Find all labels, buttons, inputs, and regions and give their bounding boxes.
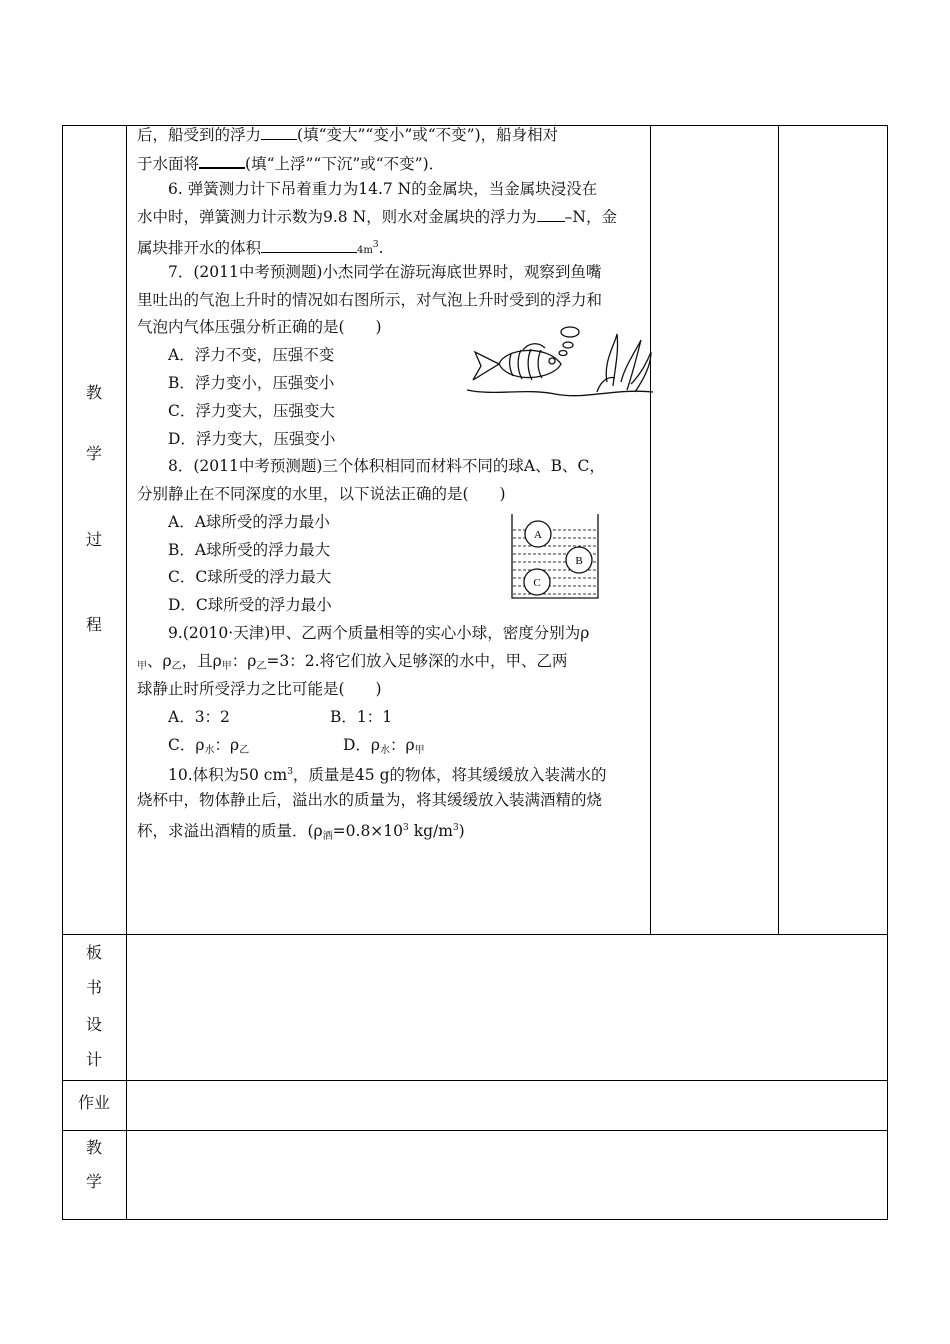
q9-line-2: $_甲$、$\rho_乙$，且$\rho_甲$：$\rho_乙=3$：2.将它们放入足够深的水中，甲、乙两 — [137, 652, 568, 672]
q10-line-2: 烧杯中，物体静止后，溢出水的质量为，将其缓缓放入装满酒精的烧 — [137, 791, 603, 809]
ball-b-label: B — [575, 555, 583, 567]
fish-bubbles-illustration — [465, 322, 655, 410]
ball-c-label: C — [533, 577, 541, 589]
row-divider-3 — [62, 1130, 888, 1131]
q5-blank-1 — [261, 121, 297, 140]
label-process-1: 教 — [85, 383, 102, 402]
q5-line-2: 于水面将 (填“上浮”“下沉”或“不变”)． — [137, 149, 444, 178]
ball-a-label: A — [534, 529, 542, 541]
column-divider-3 — [650, 125, 651, 935]
q7-line-3: 气泡内气体压强分析正确的是( ) — [137, 318, 382, 336]
q8-line-2: 分别静止在不同深度的水里，以下说法正确的是( ) — [137, 485, 506, 503]
q9-line-1: 9.(2010·天津)甲、乙两个质量相等的实心小球，密度分别为ρ — [168, 624, 590, 642]
table-right-border — [887, 125, 888, 1220]
label-process-2: 学 — [85, 444, 102, 463]
column-divider-4 — [778, 125, 779, 935]
row-divider-2 — [62, 1080, 888, 1081]
label-board-3: 设 — [85, 1015, 102, 1034]
q8-line-1: 8．(2011中考预测题)三个体积相同而材料不同的球A、B、C， — [168, 457, 605, 475]
q6-blank-2 — [261, 234, 357, 253]
q5-line-1: 后，船受到的浮力 (填“变大”“变小”或“不变”)，船身相对 — [137, 121, 558, 149]
q7-option-d: D．浮力变大，压强变小 — [168, 430, 336, 448]
label-reflection-1: 教 — [85, 1138, 102, 1157]
label-process-4: 程 — [85, 615, 102, 634]
q10-line-1: 10.体积为50 $cm^3$，质量是45 g的物体，将其缓缓放入装满水的 — [168, 766, 607, 784]
q9-option-a: A．3：2 — [168, 708, 230, 726]
label-board-1: 板 — [85, 943, 102, 962]
label-column-divider — [126, 125, 127, 1220]
label-board-2: 书 — [85, 978, 102, 997]
beaker-balls-diagram — [508, 512, 604, 602]
label-board-4: 计 — [85, 1050, 102, 1069]
q6-line-1: 6. 弹簧测力计下吊着重力为14.7 N的金属块，当金属块浸没在 — [168, 180, 598, 198]
q7-line-2: 里吐出的气泡上升时的情况如右图所示，对气泡上升时受到的浮力和 — [137, 291, 603, 309]
q5-blank-2 — [199, 149, 245, 169]
q6-blank-1 — [537, 203, 565, 222]
q9-option-b: B．1：1 — [330, 708, 393, 726]
q7-option-a: A．浮力不变，压强不变 — [168, 346, 335, 364]
q7-option-b: B．浮力变小，压强变小 — [168, 374, 335, 392]
q10-line-3: 杯，求溢出酒精的质量．($\rho_酒=0.8\times 10^3$ $kg/m^3$) — [137, 822, 465, 842]
row-divider-1 — [62, 934, 888, 935]
q8-option-b: B．A球所受的浮力最大 — [168, 541, 331, 559]
label-process-3: 过 — [85, 530, 102, 549]
q8-option-a: A．A球所受的浮力最小 — [168, 513, 330, 531]
q6-line-3: 属块排开水的体积 $4m^3$. — [137, 231, 384, 265]
label-homework: 作业 — [77, 1093, 110, 1112]
q8-option-d: D．C球所受的浮力最小 — [168, 596, 332, 614]
q9-option-d: D．$\rho_水$：$\rho_甲$ — [343, 736, 425, 756]
label-reflection-2: 学 — [85, 1172, 102, 1191]
table-bottom-border — [62, 1219, 888, 1220]
q6-line-2: 水中时，弹簧测力计示数为9.8 N，则水对金属块的浮力为 –N，金 — [137, 203, 617, 231]
q7-line-1: 7．(2011中考预测题)小杰同学在游玩海底世界时，观察到鱼嘴 — [168, 263, 602, 281]
q9-line-3: 球静止时所受浮力之比可能是( ) — [137, 680, 382, 698]
q9-option-c: C．$\rho_水$：$\rho_乙$ — [168, 736, 250, 756]
q8-option-c: C．C球所受的浮力最大 — [168, 568, 332, 586]
q7-option-c: C．浮力变大，压强变大 — [168, 402, 335, 420]
